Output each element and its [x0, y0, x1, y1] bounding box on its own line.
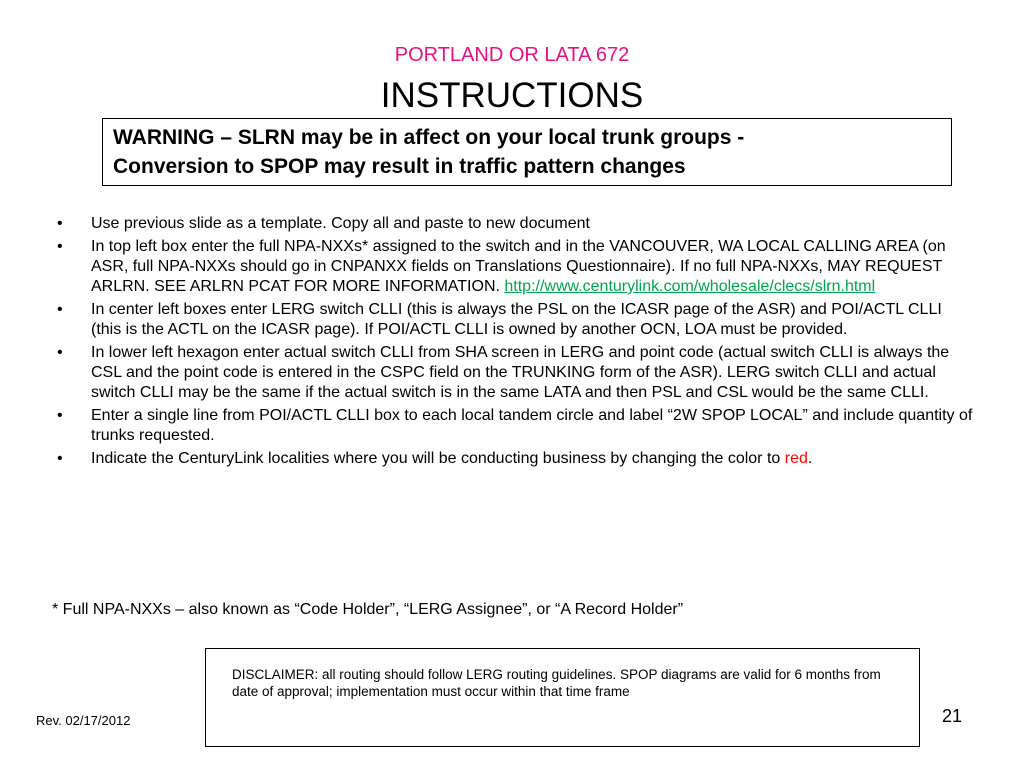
list-item	[48, 343, 973, 403]
list-item	[48, 449, 973, 469]
disclaimer-box: DISCLAIMER: all routing should follow LERG routing guidelines. SPOP diagrams are valid for 6 months from date of approval; implementation must occur within that time frame	[205, 648, 920, 747]
bullet-marker: •	[57, 301, 63, 318]
bullet-marker: •	[57, 215, 63, 232]
list-item-text: In lower left hexagon enter actual switch CLLI from SHA screen in LERG and point code (actual switch CLLI is always the CSL and the point code is entered in the CSPC field on the TRUNKING form of the ASR). LERG switch CLLI and actual switch CLLI may be the same if the actual switch is in the same LATA and then PSL and CSL would be the same CLLI.	[91, 344, 950, 401]
bullet-marker: •	[57, 344, 63, 361]
list-item-text: Use previous slide as a template. Copy all and paste to new document	[91, 215, 590, 232]
page-number: 21	[942, 706, 963, 726]
bullet-marker: •	[57, 407, 63, 424]
list-item-text: Enter a single line from POI/ACTL CLLI box to each local tandem circle and label “2W SPOP LOCAL” and include quantity of trunks requested.	[91, 407, 973, 444]
slide-title-instructions: INSTRUCTIONS	[380, 76, 644, 115]
warning-box	[102, 118, 952, 186]
list-item	[48, 300, 973, 340]
slrn-link[interactable]: http://www.centurylink.com/wholesale/clecs/slrn.html	[504, 278, 876, 295]
warning-line-2: Conversion to SPOP may result in traffic pattern changes	[113, 155, 686, 178]
list-item-text: Indicate the CenturyLink localities where you will be conducting business by changing the color to	[91, 450, 785, 467]
warning-line-1: WARNING – SLRN may be in affect on your local trunk groups -	[113, 126, 745, 149]
list-item	[48, 406, 973, 446]
footnote: * Full NPA-NXXs – also known as “Code Holder”, “LERG Assignee”, or “A Record Holder”	[52, 601, 684, 618]
list-item	[48, 237, 973, 297]
bullet-marker: •	[57, 450, 63, 467]
instruction-list	[48, 214, 973, 472]
list-item-text: In center left boxes enter LERG switch CLLI (this is always the PSL on the ICASR page of the ASR) and POI/ACTL CLLI (this is the ACTL on the ICASR page). If POI/ACTL CLLI is owned by another OCN, LOA must be provided.	[91, 301, 942, 338]
red-word: red	[784, 450, 808, 467]
bullet-marker: •	[57, 238, 63, 255]
list-item	[48, 214, 973, 234]
list-item-text: In top left box enter the full NPA-NXXs* assigned to the switch and in the VANCOUVER, WA LOCAL CALLING AREA (on ASR, full NPA-NXXs should go in CNPANXX fields on Translations Questionnaire). If no full NPA-NXXs, MAY REQUEST ARLRN. SEE ARLRN PCAT FOR MORE INFORMATION.	[91, 238, 946, 295]
slide-title-lata: PORTLAND OR LATA 672	[394, 44, 630, 66]
revision-date: Rev. 02/17/2012	[36, 713, 131, 728]
list-item-end: .	[807, 450, 813, 467]
